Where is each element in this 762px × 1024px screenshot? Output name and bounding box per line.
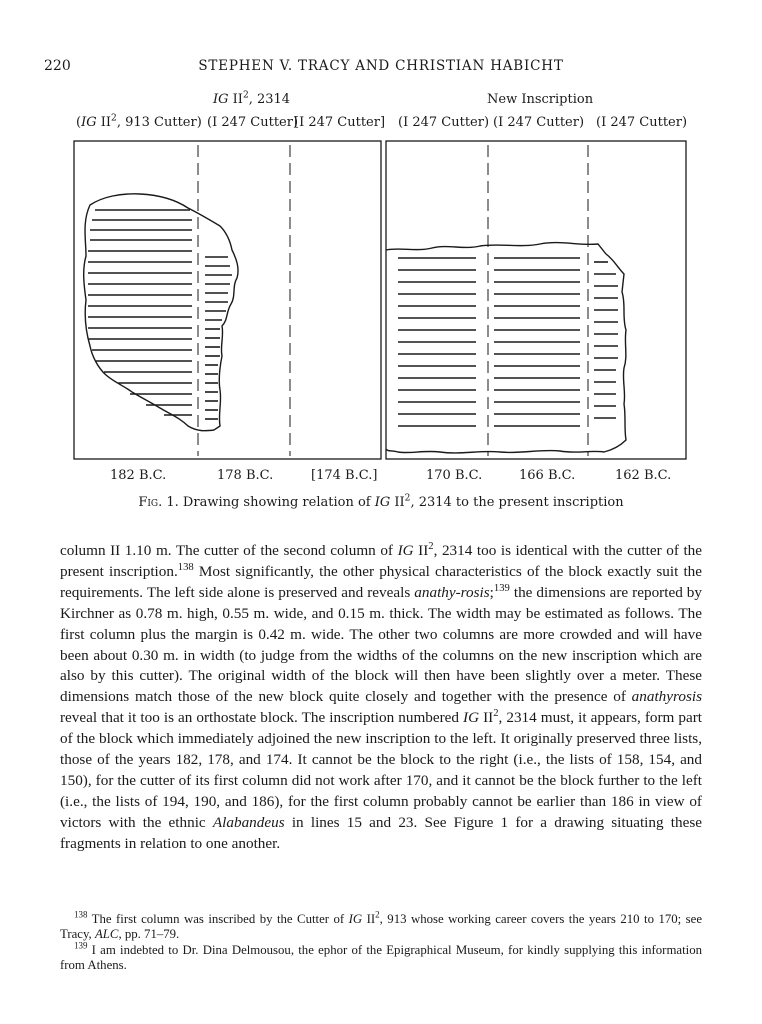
figure-caption: Fig. 1. Drawing showing relation of IG $II^2$, 2314 to the present inscription bbox=[138, 493, 624, 510]
column-label: (I 247 Cutter) bbox=[596, 115, 688, 130]
footnote-ref: 138 bbox=[177, 561, 194, 573]
figure-title-ig-2314: IG $II^2$, 2314 bbox=[213, 90, 291, 107]
year-label: 170 B.C. bbox=[426, 468, 483, 483]
year-label: 162 B.C. bbox=[615, 468, 672, 483]
column-label: (IG $II^2$, 913 Cutter) bbox=[76, 113, 202, 130]
year-label: 166 B.C. bbox=[519, 468, 576, 483]
new-inscription-fragment-outline bbox=[386, 243, 626, 453]
right-block-frame bbox=[386, 141, 686, 459]
footnote-138: $^{138}$ The first column was inscribed by the Cutter of IG $II^2$, 913 whose working career covers the years 210 to 170; see Tracy, ALC, pp. 71–79. bbox=[60, 909, 703, 942]
new-inscription-column-3-lines bbox=[594, 262, 618, 418]
footnote-ref: 139 bbox=[493, 582, 510, 594]
new-inscription-column-2-lines bbox=[494, 258, 580, 426]
left-block-frame bbox=[74, 141, 381, 459]
running-head: STEPHEN V. TRACY AND CHRISTIAN HABICHT bbox=[198, 58, 564, 74]
year-label: [174 B.C.] bbox=[311, 468, 378, 483]
page-number: 220 bbox=[44, 58, 71, 74]
column-label: (I 247 Cutter) bbox=[207, 115, 299, 130]
year-label: 178 B.C. bbox=[217, 468, 274, 483]
year-label: 182 B.C. bbox=[110, 468, 167, 483]
column-label: (I 247 Cutter) bbox=[493, 115, 585, 130]
column-label: [I 247 Cutter] bbox=[294, 115, 386, 130]
body-paragraph: column II 1.10 m. The cutter of the second column of IG $II^2$, 2314 too is identical with the cutter of the present inscription.$^{138}$ Most significantly, the other physical characteristics of the block exactly suit the requirements. The left side alone is preserved and reveals anathy-rosis;$^{139}$ the dimensions are reported by Kirchner as 0.78 m. high, 0.55 m. wide, and 0.15 m. thick. The width may be estimated as follows. The first column plus the margin is 0.42 m. wide. The other two columns are more crowded and will have been about 0.30 m. in width (to judge from the widths of the columns on the new inscription which are also by this cutter). The original width of the block will then have been slightly over a meter. These dimensions match those of the new block quite closely and together with the presence of anathyrosis reveal that it too is an orthostate block. The inscription numbered IG $II^2$, 2314 must, it appears, form part of the block which immediately adjoined the new inscription to the left. It originally preserved three lists, those of the years 182, 178, and 174. It cannot be the block to the right (i.e., the lists of 158, 154, and 150), for the cutter of its first column did not work after 170, and it cannot be the block further to the left (i.e., the lists of 194, 190, and 186), for the first column probably cannot be earlier than 186 in view of victors with the ethnic Alabandeus in lines 15 and 23. See Figure 1 for a drawing situating these fragments in relation to one another. bbox=[60, 540, 703, 852]
new-inscription-column-1-lines bbox=[398, 258, 476, 426]
footnotes bbox=[60, 909, 703, 973]
ig-2314-column-1-lines bbox=[88, 210, 192, 415]
footnote-139: $^{139}$ I am indebted to Dr. Dina Delmousou, the ephor of the Epigraphical Museum, for kindly supplying this information from Athens. bbox=[60, 940, 702, 972]
ig-2314-column-2-lines bbox=[205, 257, 232, 419]
column-label: (I 247 Cutter) bbox=[398, 115, 490, 130]
figure-title-new-inscription: New Inscription bbox=[487, 92, 594, 107]
